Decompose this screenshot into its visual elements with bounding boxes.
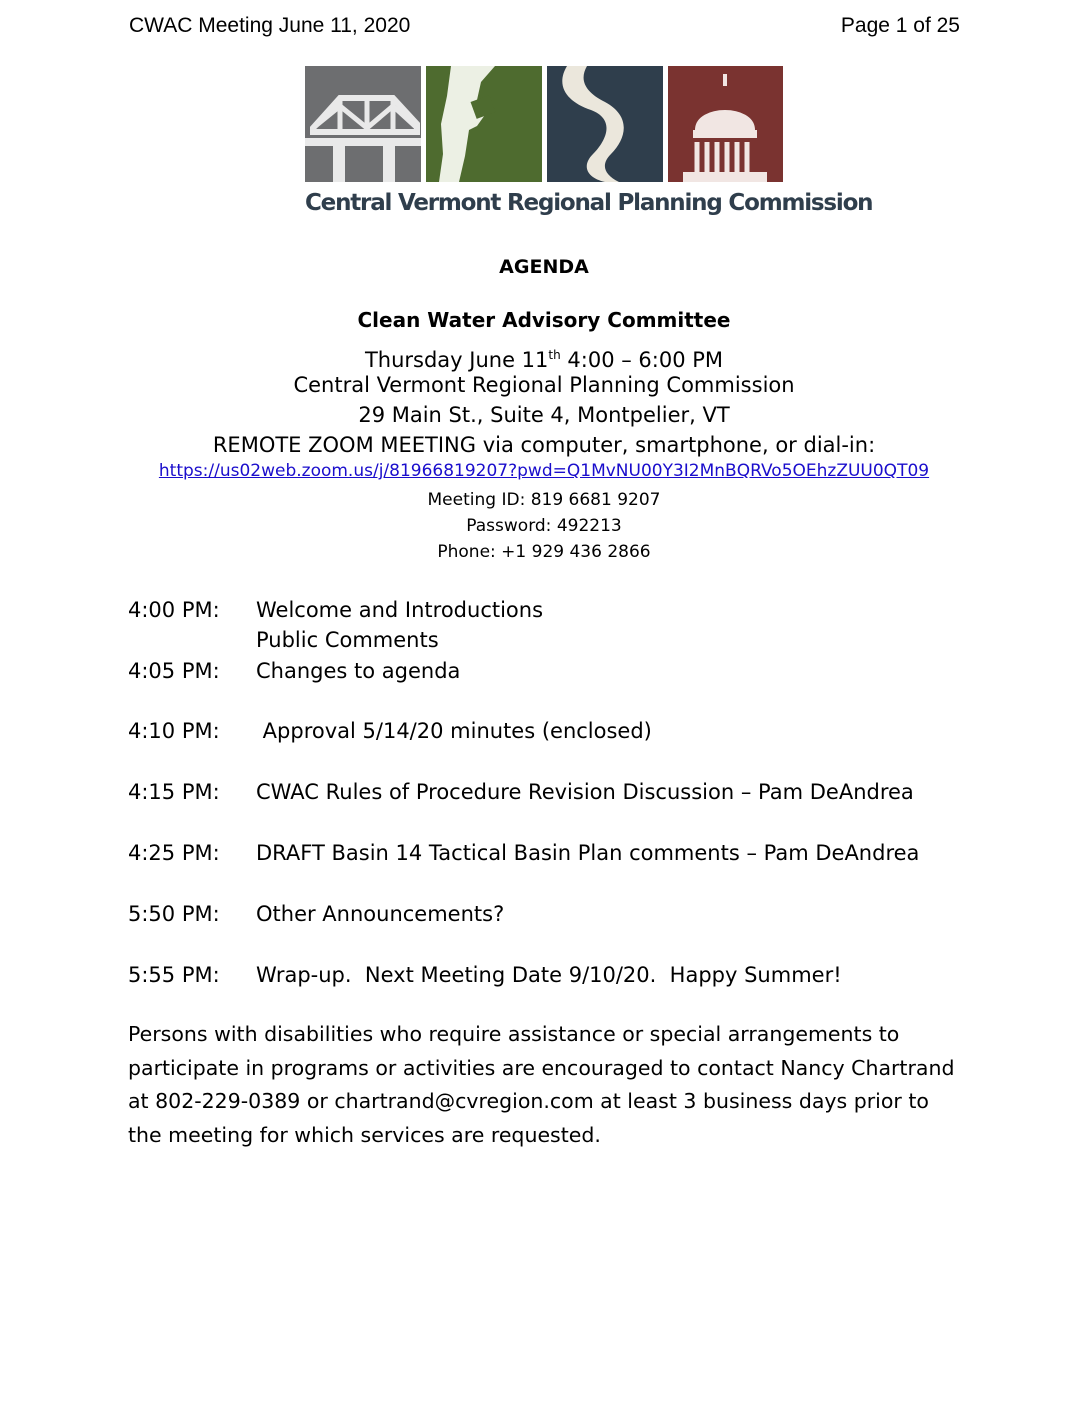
river-icon (547, 66, 663, 182)
agenda-time: 4:15 PM: (128, 780, 220, 804)
meeting-address: 29 Main St., Suite 4, Montpelier, VT (358, 403, 730, 427)
accessibility-notice: Persons with disabilities who require assistance or special arrangements to participate in programs or activities are encouraged to contact Nancy Chartrand at 802-229-0389 or chartrand@cvregion.com at least 3 business days prior to the meeting for which services are requested. (128, 1022, 955, 1147)
meeting-phone: Phone: +1 929 436 2866 (437, 542, 651, 562)
agenda-description: DRAFT Basin 14 Tactical Basin Plan comments – Pam DeAndrea (256, 841, 920, 865)
agenda-time: 4:25 PM: (128, 841, 220, 865)
agenda-time: 4:10 PM: (128, 719, 220, 743)
meeting-time: 4:00 – 6:00 PM (560, 348, 724, 372)
organization-name: Central Vermont Regional Planning Commission (305, 190, 873, 216)
agenda-description: Welcome and Introductions (256, 598, 544, 622)
meeting-password: Password: 492213 (466, 516, 622, 536)
agenda-description: Approval 5/14/20 minutes (enclosed) (256, 719, 652, 743)
agenda-time: 5:55 PM: (128, 963, 220, 987)
agenda-description: Wrap-up. Next Meeting Date 9/10/20. Happy Summer! (256, 963, 842, 987)
cvrpc-logo (305, 66, 783, 182)
meeting-date-prefix: Thursday June 11 (364, 348, 549, 372)
agenda-description: Changes to agenda (256, 659, 461, 683)
page-number: Page 1 of 25 (840, 14, 960, 37)
agenda-time: 4:00 PM: (128, 598, 220, 622)
agenda-time: 5:50 PM: (128, 902, 220, 926)
agenda-time: 4:05 PM: (128, 659, 220, 683)
agenda-description: Other Announcements? (256, 902, 505, 926)
remote-meeting-note: REMOTE ZOOM MEETING via computer, smartphone, or dial-in: (212, 433, 876, 457)
capitol-dome-icon (668, 66, 783, 182)
meeting-date-suffix: th (548, 348, 561, 362)
vermont-map-icon (426, 66, 542, 182)
zoom-link[interactable]: https://us02web.zoom.us/j/81966819207?pwd=Q1MvNU00Y3I2MnBQRVo5OEhzZUU0QT09 (158, 461, 930, 481)
page-header-title: CWAC Meeting June 11, 2020 (129, 14, 411, 37)
agenda-title: AGENDA (499, 256, 589, 278)
agenda-description: CWAC Rules of Procedure Revision Discussion – Pam DeAndrea (256, 780, 914, 804)
committee-name: Clean Water Advisory Committee (357, 308, 731, 332)
agenda-description: Public Comments (256, 628, 439, 652)
bridge-icon (305, 66, 421, 182)
meeting-organization: Central Vermont Regional Planning Commission (293, 373, 795, 397)
meeting-id: Meeting ID: 819 6681 9207 (427, 490, 661, 510)
